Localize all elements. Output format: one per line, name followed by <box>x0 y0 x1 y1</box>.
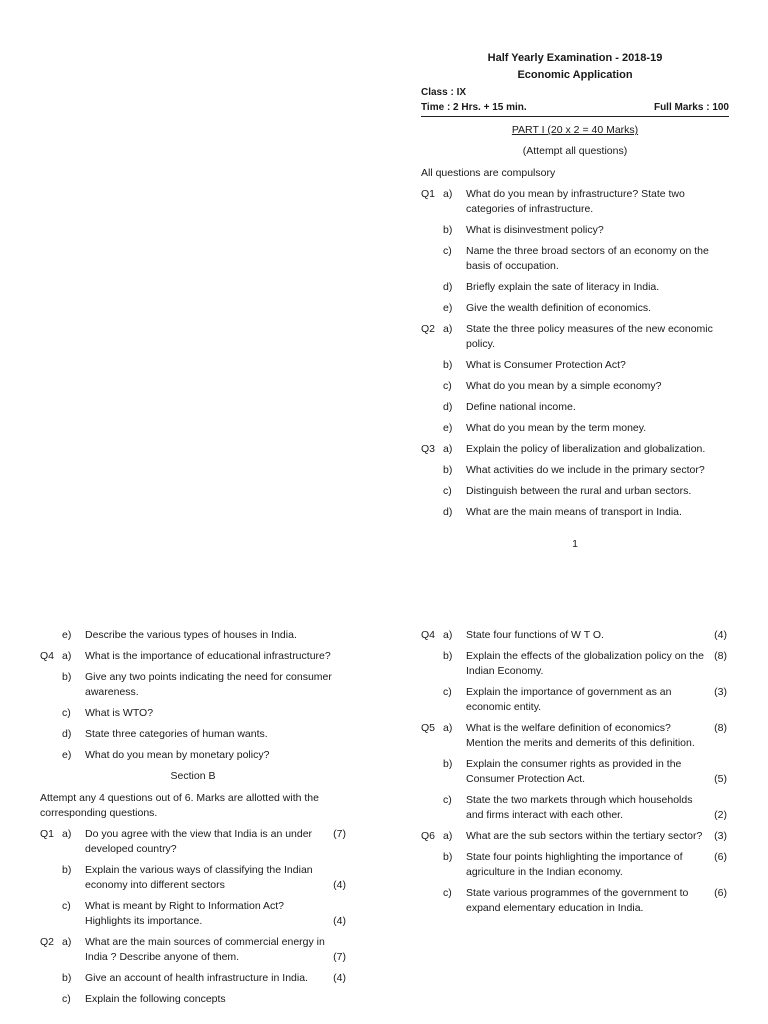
question-item: d) Define national income. <box>421 400 729 415</box>
question-item: b) What activities do we include in the primary sector? <box>421 463 729 478</box>
class-label: Class : IX <box>421 87 467 98</box>
question-item: e) Describe the various types of houses in India. <box>40 628 346 643</box>
question-item: Q1 a) What do you mean by infrastructure? State two categories of infrastructure. <box>421 187 729 217</box>
question-text: Give any two points indicating the need for consumer awareness. <box>85 671 332 698</box>
question-text: Name the three broad sectors of an economy on the basis of occupation. <box>466 245 709 272</box>
question-text: State the three policy measures of the new economic policy. <box>466 323 713 350</box>
question-item: e) What do you mean by monetary policy? <box>40 748 346 763</box>
marks: (6) <box>714 887 727 899</box>
question-item: Q6 a) What are the sub sectors within the tertiary sector? (3) <box>421 830 727 842</box>
question-item: e) Give the wealth definition of economics. <box>421 301 729 316</box>
exam-page-2-right <box>421 628 727 916</box>
marks: (7) <box>333 828 346 840</box>
page-number: 1 <box>572 538 578 550</box>
time-label: Time : 2 Hrs. + 15 min. <box>421 102 527 113</box>
question-text: Explain the policy of liberalization and globalization. <box>466 443 706 455</box>
marks: (3) <box>714 830 727 842</box>
question-text: State three categories of human wants. <box>85 728 268 740</box>
question-number: Q4 <box>421 629 436 641</box>
exam-page-2-left <box>40 628 346 1007</box>
question-text: What are the main means of transport in India. <box>466 506 682 518</box>
marks: (4) <box>333 915 346 927</box>
exam-page-1 <box>421 52 729 550</box>
exam-title: Half Yearly Examination - 2018-19 <box>487 52 663 64</box>
question-item: c) Explain the importance of government as an economic entity. (3) <box>443 686 727 713</box>
question-item: d) State three categories of human wants. <box>40 727 346 742</box>
marks: (5) <box>714 773 727 785</box>
marks: (2) <box>714 809 727 821</box>
question-item: e) What do you mean by the term money. <box>421 421 729 436</box>
marks: (4) <box>333 972 346 984</box>
question-item: Q4 a) What is the importance of educational infrastructure? <box>40 649 346 664</box>
question-text: What is the welfare definition of economics? Mention the merits and demerits of this definition. <box>466 722 695 749</box>
part-instruction: (Attempt all questions) <box>522 145 628 157</box>
question-item: c) Explain the following concepts <box>40 992 346 1007</box>
meta-row <box>421 102 729 117</box>
question-item: c) Name the three broad sectors of an economy on the basis of occupation. <box>421 244 729 274</box>
exam-subject: Economic Application <box>517 69 633 81</box>
question-number: Q3 <box>421 443 436 455</box>
question-number: Q6 <box>421 830 436 842</box>
question-item: b) What is Consumer Protection Act? <box>421 358 729 373</box>
question-item: Q1 a) Do you agree with the view that India is an under developed country? (7) <box>40 828 346 855</box>
marks: (4) <box>714 629 727 641</box>
question-text: What is WTO? <box>85 707 154 719</box>
question-number: Q1 <box>40 828 55 840</box>
question-text: Describe the various types of houses in India. <box>85 629 297 641</box>
question-item: c) Distinguish between the rural and urban sectors. <box>421 484 729 499</box>
question-text: Explain the various ways of classifying the Indian economy into different sectors <box>85 864 313 891</box>
question-text: Briefly explain the sate of literacy in India. <box>466 281 660 293</box>
question-text: What are the main sources of commercial energy in India ? Describe anyone of them. <box>85 936 325 963</box>
part-heading: PART I (20 x 2 = 40 Marks) <box>511 124 639 136</box>
question-text: Define national income. <box>466 401 576 413</box>
question-text: What is disinvestment policy? <box>466 224 604 236</box>
question-item: b) Explain the effects of the globalization policy on the Indian Economy. (8) <box>443 650 727 677</box>
question-item: c) State various programmes of the government to expand elementary education in India. (6) <box>443 887 727 914</box>
question-item: d) Briefly explain the sate of literacy in India. <box>421 280 729 295</box>
question-item: c) What do you mean by a simple economy? <box>421 379 729 394</box>
question-text: State various programmes of the government to expand elementary education in India. <box>466 887 689 914</box>
question-text: Distinguish between the rural and urban sectors. <box>466 485 692 497</box>
question-item: d) What are the main means of transport in India. <box>421 505 729 520</box>
question-text: What do you mean by the term money. <box>466 422 647 434</box>
question-item: c) State the two markets through which households and firms interact with each other. (2) <box>443 794 727 821</box>
marks: (8) <box>714 650 727 662</box>
question-item: b) State four points highlighting the importance of agriculture in the Indian economy. (6) <box>443 851 727 878</box>
question-item: b) Explain the consumer rights as provided in the Consumer Protection Act. (5) <box>443 758 727 785</box>
marks: (7) <box>333 951 346 963</box>
question-text: Give the wealth definition of economics. <box>466 302 652 314</box>
question-text: Give an account of health infrastructure in India. <box>85 972 308 984</box>
question-number: Q1 <box>421 188 436 200</box>
question-item: b) Give an account of health infrastructure in India. (4) <box>62 972 346 984</box>
question-item: b) Give any two points indicating the need for consumer awareness. <box>40 670 346 700</box>
question-text: What is the importance of educational infrastructure? <box>85 650 331 662</box>
marks: (8) <box>714 722 727 734</box>
question-number: Q4 <box>40 650 55 662</box>
question-text: Do you agree with the view that India is an under developed country? <box>85 828 313 855</box>
question-text: Explain the importance of government as an economic entity. <box>466 686 672 713</box>
question-text: Explain the effects of the globalization policy on the Indian Economy. <box>466 650 704 677</box>
question-number: Q2 <box>421 323 436 335</box>
question-item: c) What is meant by Right to Information Act? Highlights its importance. (4) <box>62 900 346 927</box>
question-number: Q5 <box>421 722 436 734</box>
section-heading: Section B <box>170 770 216 782</box>
question-text: Explain the consumer rights as provided in the Consumer Protection Act. <box>466 758 682 785</box>
full-marks-label: Full Marks : 100 <box>653 102 729 113</box>
compulsory-note: All questions are compulsory <box>421 167 556 179</box>
question-text: What activities do we include in the primary sector? <box>466 464 705 476</box>
marks: (6) <box>714 851 727 863</box>
question-item: b) Explain the various ways of classifying the Indian economy into different sectors (4) <box>62 864 346 891</box>
question-text: State the two markets through which households and firms interact with each other. <box>466 794 693 821</box>
question-text: What is Consumer Protection Act? <box>466 359 626 371</box>
marks: (4) <box>333 879 346 891</box>
question-item: Q5 a) What is the welfare definition of economics? Mention the merits and demerits of this definition. (8) <box>421 722 727 749</box>
question-item: Q4 a) State four functions of W T O. (4) <box>421 629 727 641</box>
question-text: Explain the following concepts <box>85 993 226 1005</box>
question-text: What do you mean by a simple economy? <box>466 380 662 392</box>
question-text: State four functions of W T O. <box>466 629 604 641</box>
question-text: State four points highlighting the importance of agriculture in the Indian economy. <box>466 851 683 878</box>
question-text: What do you mean by monetary policy? <box>85 749 270 761</box>
question-item: c) What is WTO? <box>40 706 346 721</box>
question-number: Q2 <box>40 936 55 948</box>
question-item: Q2 a) What are the main sources of commercial energy in India ? Describe anyone of them. (7) <box>40 936 346 963</box>
question-item: b) What is disinvestment policy? <box>421 223 729 238</box>
marks: (3) <box>714 686 727 698</box>
section-note: Attempt any 4 questions out of 6. Marks are allotted with the corresponding questions. <box>40 792 319 819</box>
question-text: What is meant by Right to Information Act? Highlights its importance. <box>85 900 285 927</box>
question-item: Q2 a) State the three policy measures of the new economic policy. <box>421 322 729 352</box>
question-text: What do you mean by infrastructure? State two categories of infrastructure. <box>466 188 685 215</box>
question-text: What are the sub sectors within the tertiary sector? <box>466 830 703 842</box>
question-item: Q3 a) Explain the policy of liberalization and globalization. <box>421 442 729 457</box>
